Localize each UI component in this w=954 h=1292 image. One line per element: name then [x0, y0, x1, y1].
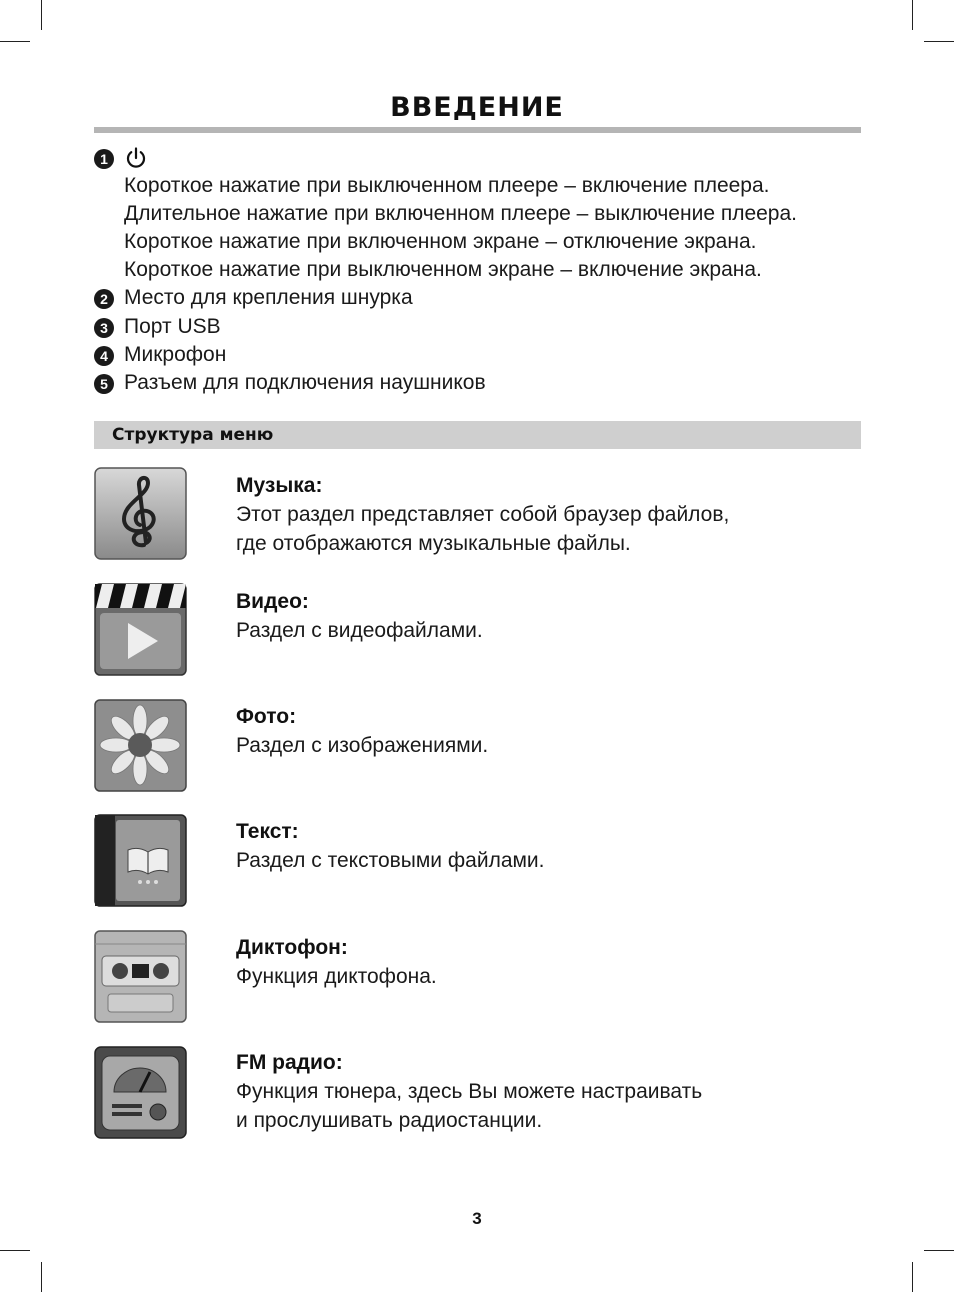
title-rule: [94, 127, 861, 133]
radio-icon: [94, 1046, 187, 1139]
item-number-5: 5: [94, 374, 114, 394]
item-label-2: Место для крепления шнурка: [124, 286, 413, 309]
item-number-4: 4: [94, 346, 114, 366]
recorder-icon: [94, 930, 187, 1023]
crop-mark: [912, 1262, 913, 1292]
menu-desc: Раздел с видеофайлами.: [236, 619, 483, 642]
menu-desc: Раздел с изображениями.: [236, 734, 489, 757]
item-number-1: 1: [94, 149, 114, 169]
item-label-4: Микрофон: [124, 343, 227, 366]
page-number: 3: [472, 1209, 482, 1228]
crop-mark: [0, 1250, 30, 1251]
section-header: [94, 421, 861, 449]
text-icon: [94, 814, 187, 907]
menu-title-radio: FM радио:: [236, 1051, 343, 1074]
menu-title-text: Текст:: [236, 820, 299, 843]
crop-mark: [924, 1250, 954, 1251]
menu-title-music: Музыка:: [236, 474, 323, 497]
video-icon: [94, 583, 187, 676]
power-desc-line: Короткое нажатие при выключенном экране – включение экрана.: [124, 258, 762, 281]
power-desc-line: Короткое нажатие при выключенном плеере – включение плеера.: [124, 174, 770, 197]
page-title: ВВЕДЕНИЕ: [390, 92, 564, 123]
crop-mark: [0, 41, 30, 42]
menu-desc: Функция диктофона.: [236, 965, 437, 988]
item-label-5: Разъем для подключения наушников: [124, 371, 486, 394]
power-desc-line: Длительное нажатие при включенном плеере – выключение плеера.: [124, 202, 798, 225]
menu-desc: Раздел с текстовыми файлами.: [236, 849, 545, 872]
crop-mark: [912, 0, 913, 30]
crop-mark: [924, 41, 954, 42]
music-icon: [94, 467, 187, 560]
crop-mark: [41, 0, 42, 30]
menu-title-photo: Фото:: [236, 705, 297, 728]
menu-title-video: Видео:: [236, 590, 309, 613]
item-number-3: 3: [94, 318, 114, 338]
menu-desc: Функция тюнера, здесь Вы можете настраивать: [236, 1080, 703, 1103]
photo-icon: [94, 699, 187, 792]
menu-title-recorder: Диктофон:: [236, 936, 348, 959]
menu-desc: и прослушивать радиостанции.: [236, 1109, 543, 1132]
menu-desc: где отображаются музыкальные файлы.: [236, 532, 631, 555]
menu-desc: Этот раздел представляет собой браузер файлов,: [236, 503, 730, 526]
section-title: Структура меню: [112, 425, 274, 445]
item-label-3: Порт USB: [124, 315, 221, 338]
item-number-2: 2: [94, 289, 114, 309]
crop-mark: [41, 1262, 42, 1292]
power-desc-line: Короткое нажатие при включенном экране – отключение экрана.: [124, 230, 757, 253]
power-icon: [124, 146, 148, 170]
